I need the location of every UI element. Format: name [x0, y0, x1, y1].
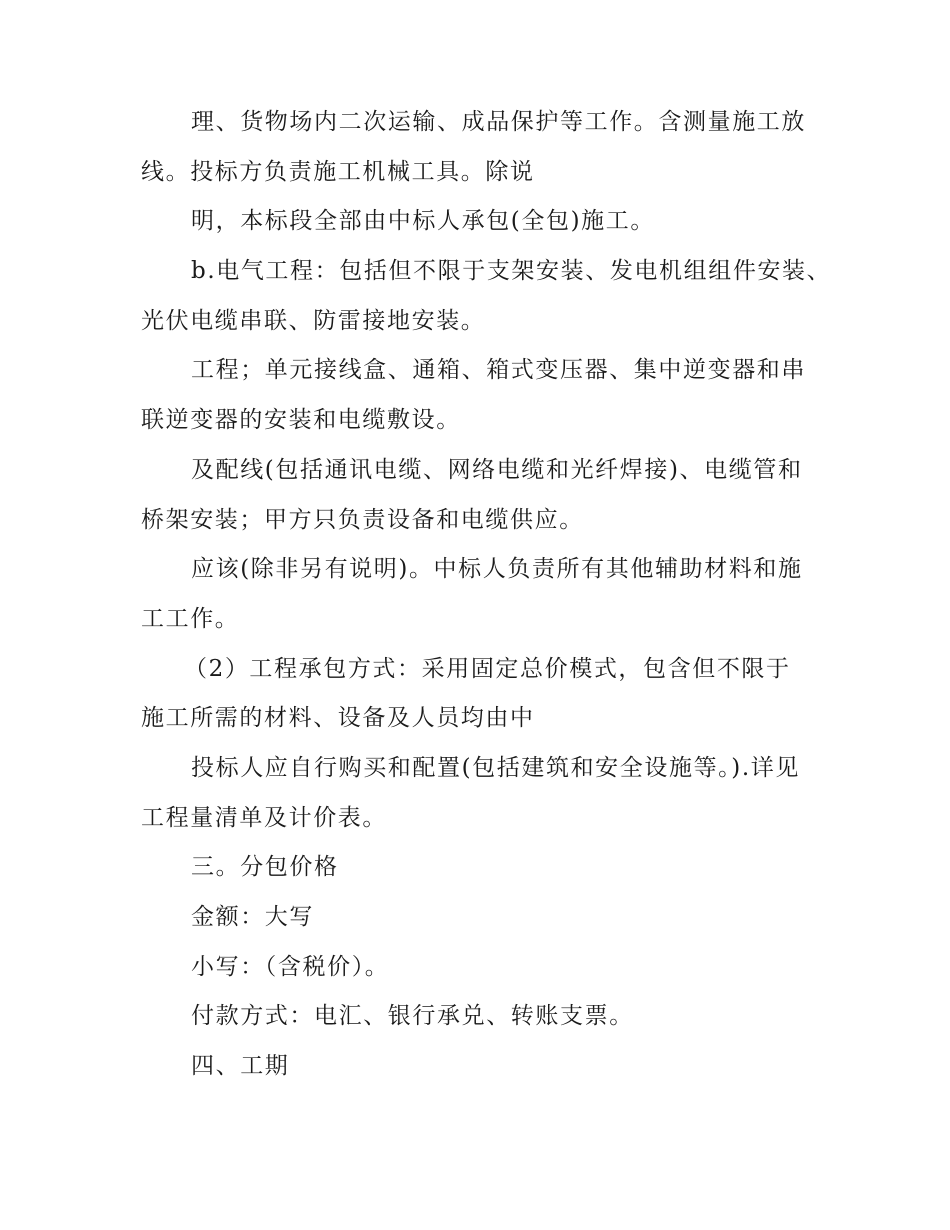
text-line-10: 应该(除非另有说明)。中标人负责所有其他辅助材料和施 — [191, 556, 803, 582]
text-line-8: 及配线(包括通讯电缆、网络电缆和光纤焊接)、电缆管和 — [191, 457, 803, 483]
text-line-1: 理、货物场内二次运输、成品保护等工作。含测量施工放 — [191, 109, 806, 135]
text-line-19: 付款方式：电汇、银行承兑、转账支票。 — [191, 1003, 634, 1029]
text-line-12: （2）工程承包方式：采用固定总价模式，包含但不限于 — [184, 656, 791, 682]
section-heading-4: 四、工期 — [191, 1053, 290, 1079]
section-heading-3: 三。分包价格 — [191, 854, 339, 880]
text-line-11: 工工作。 — [141, 606, 240, 632]
text-line-4: b.电气工程：包括但不限于支架安装、发电机组组件安装、 — [191, 258, 832, 284]
text-line-5: 光伏电缆串联、防雷接地安装。 — [141, 308, 486, 334]
text-line-17: 金额：大写 — [191, 904, 314, 930]
text-line-7: 联逆变器的安装和电缆敷设。 — [141, 407, 461, 433]
text-line-14: 投标人应自行购买和配置(包括建筑和安全设施等。).详见 — [191, 755, 800, 781]
text-line-6: 工程；单元接线盒、通箱、箱式变压器、集中逆变器和串 — [191, 357, 806, 383]
text-line-3: 明，本标段全部由中标人承包(全包)施工。 — [191, 208, 655, 234]
text-line-13: 施工所需的材料、设备及人员均由中 — [141, 705, 535, 731]
text-line-2: 线。投标方负责施工机械工具。除说 — [141, 159, 535, 185]
text-line-9: 桥架安装；甲方只负责设备和电缆供应。 — [141, 507, 584, 533]
text-line-15: 工程量清单及计价表。 — [141, 805, 387, 831]
text-line-18: 小写：（含税价）。 — [191, 954, 390, 980]
